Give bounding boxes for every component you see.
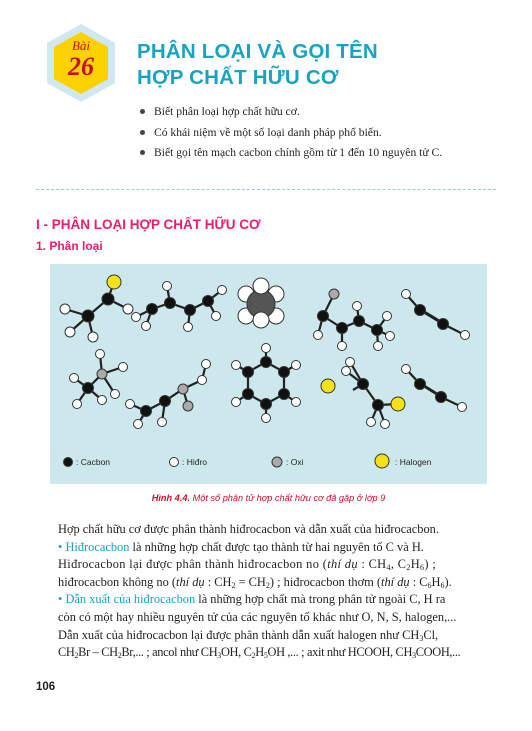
- legend-label-oxygen: : Oxi: [286, 457, 304, 467]
- objective-item: Biết gọi tên mạch cacbon chính gồm từ 1 đến 10 nguyên tử C.: [140, 146, 442, 167]
- paragraph: $CH_2Br - CH_2Br$,... ; ancol như $CH_3OH$, $C_2H_5OH$ ,... ; axit như HCOOH, $CH_3COOH$,...: [58, 645, 461, 661]
- paragraph: • Hiđrocacbon là những hợp chất được tạo thành từ hai nguyên tố C và H.: [58, 539, 424, 554]
- section-heading: I - PHÂN LOẠI HỢP CHẤT HỮU CƠ: [36, 217, 261, 232]
- paragraph: Dẫn xuất của hiđrocacbon lại được phân thành dẫn xuất halogen như $CH_3Cl$,: [58, 627, 439, 643]
- lesson-number: 26: [68, 52, 94, 81]
- legend-label-hydrogen: : Hiđro: [182, 457, 208, 467]
- subsection-heading: 1. Phân loại: [36, 239, 103, 253]
- paragraph: còn có một hay nhiều nguyên tử của các nguyên tố khác như O, N, S, halogen,...: [58, 609, 457, 624]
- objectives-list: [140, 105, 442, 167]
- lesson-title-line-1: PHÂN LOẠI VÀ GỌI TÊN: [137, 40, 378, 63]
- figure-caption: Hình 4.4. Một số phân tử hợp chất hữu cơ đã gặp ở lớp 9: [151, 493, 386, 503]
- lesson-label: Bài: [71, 38, 91, 53]
- bullet-icon: [140, 109, 145, 114]
- body-text: [58, 521, 498, 662]
- legend-label-carbon: : Cacbon: [76, 457, 111, 467]
- molecule-models-illustration: [50, 264, 487, 484]
- legend-label-halogen: : Halogen: [395, 457, 432, 467]
- bullet-icon: [140, 130, 145, 135]
- lesson-title-line-2: HỢP CHẤT HỮU CƠ: [137, 66, 339, 89]
- paragraph: Hợp chất hữu cơ được phân thành hiđrocacbon và dẫn xuất của hiđrocacbon.: [58, 522, 439, 536]
- lesson-badge: [44, 22, 118, 104]
- bullet-icon: •: [58, 592, 63, 607]
- section-divider: [36, 189, 496, 190]
- page-number: 106: [36, 681, 56, 693]
- paragraph: • Dẫn xuất của hiđrocacbon là những hợp chất mà trong phân tử ngoài C, H ra: [58, 592, 446, 607]
- molecule-figure: [50, 264, 487, 484]
- bullet-icon: •: [58, 539, 63, 554]
- objective-item: Biết phân loại hợp chất hữu cơ.: [140, 105, 442, 126]
- bullet-icon: [140, 150, 145, 155]
- paragraph: Hiđrocacbon lại được phân thành hiđrocacbon no (thí dụ : $CH_4$, $C_2H_6$) ;: [58, 557, 437, 573]
- objective-item: Có khái niệm về một số loại danh pháp phổ biến.: [140, 126, 442, 147]
- paragraph: hiđrocacbon không no (thí dụ : $CH_2 = CH_2$) ; hiđrocacbon thơm (thí dụ : $C_6H_6$).: [58, 574, 452, 590]
- figure-legend: [64, 454, 390, 468]
